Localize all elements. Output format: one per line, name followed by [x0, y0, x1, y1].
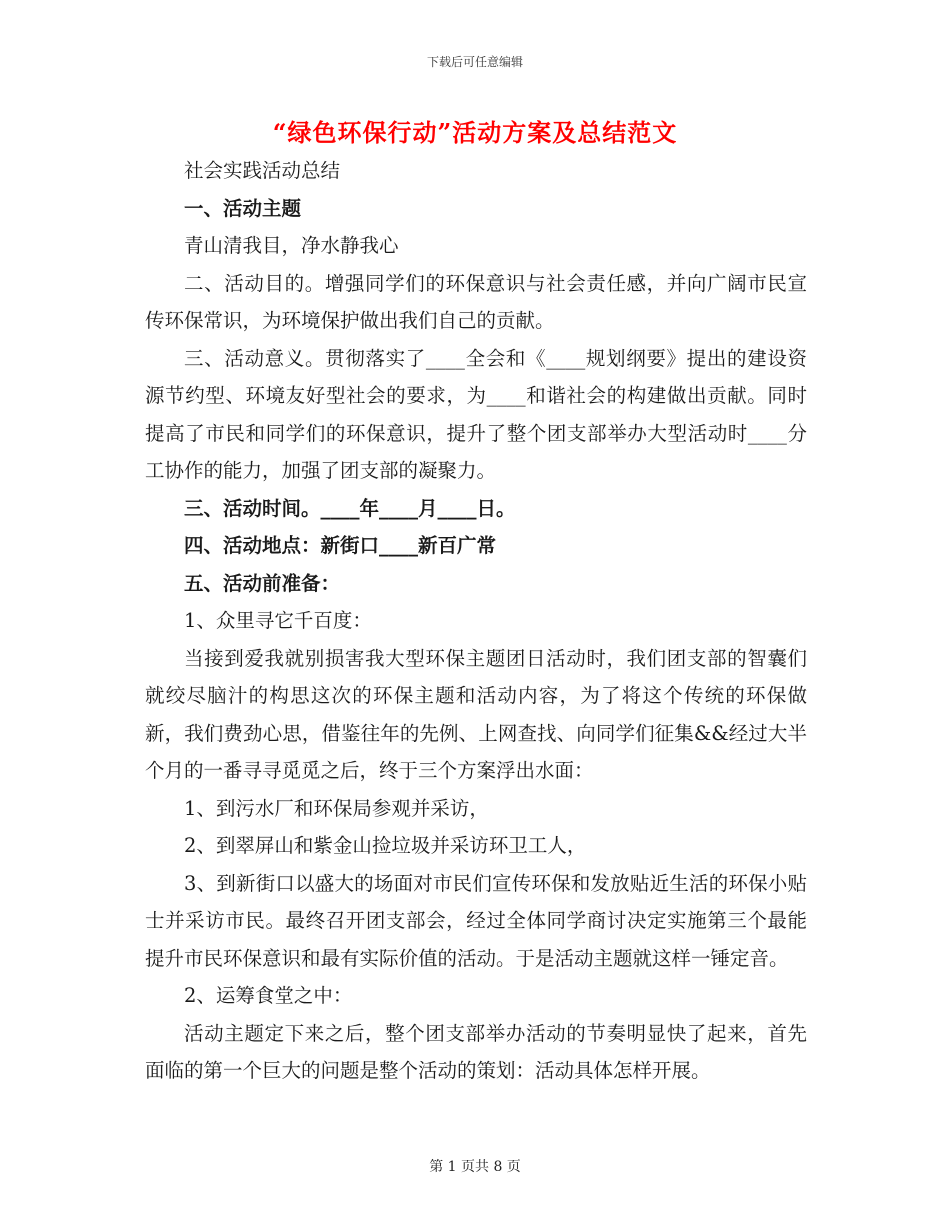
section-heading: 四、活动地点：新街口____新百广常 [184, 534, 497, 557]
section-heading: 三、活动时间。____年____月____日。 [184, 496, 516, 520]
list-item: 3、到新街口以盛大的场面对市民们宣传环保和发放贴近生活的环保小贴士并采访市民。最终召开团支部会，经过全体同学商讨决定实施第三个最能提升市民环保意识和最有实际价值的活动。于是活动主题就这样一锤定音。 [145, 871, 807, 970]
list-item: 1、到污水厂和环保局参观并采访， [184, 796, 489, 820]
page-footer: 第 1 页共 8 页 [429, 1159, 521, 1175]
paragraph: 2、运筹食堂之中： [184, 984, 353, 1007]
paragraph: 青山清我目，净水静我心 [184, 234, 399, 257]
section-heading: 五、活动前准备： [184, 571, 341, 595]
page-header: 下载后可任意编辑 [426, 55, 523, 69]
section-heading: 一、活动主题 [184, 196, 302, 220]
document-body [145, 152, 807, 1090]
paragraph: 三、活动意义。贯彻落实了____全会和《____规划纲要》提出的建设资源节约型、环境友好型社会的要求，为____和谐社会的构建做出贡献。同时提高了市民和同学们的环保意识，提升了整个团支部举办大型活动时____分工协作的能力，加强了团支部的凝聚力。 [145, 346, 807, 482]
paragraph: 活动主题定下来之后，整个团支部举办活动的节奏明显快了起来，首先面临的第一个巨大的问题是整个活动的策划：活动具体怎样开展。 [145, 1021, 807, 1082]
paragraph: 二、活动目的。增强同学们的环保意识与社会责任感，并向广阔市民宣传环保常识，为环境保护做出我们自己的贡献。 [145, 271, 807, 332]
paragraph: 当接到爱我就别损害我大型环保主题团日活动时，我们团支部的智囊们就绞尽脑汁的构思这次的环保主题和活动内容，为了将这个传统的环保做新，我们费劲心思，借鉴往年的先例、上网查找、向同学们征集&&经过大半个月的一番寻寻觅觅之后，终于三个方案浮出水面： [145, 646, 807, 782]
paragraph: 社会实践活动总结 [184, 159, 341, 182]
document-title: “绿色环保行动”活动方案及总结范文 [272, 118, 678, 147]
list-item: 2、到翠屏山和紫金山捡垃圾并采访环卫工人， [184, 834, 587, 857]
paragraph: 1、众里寻它千百度： [184, 609, 372, 632]
